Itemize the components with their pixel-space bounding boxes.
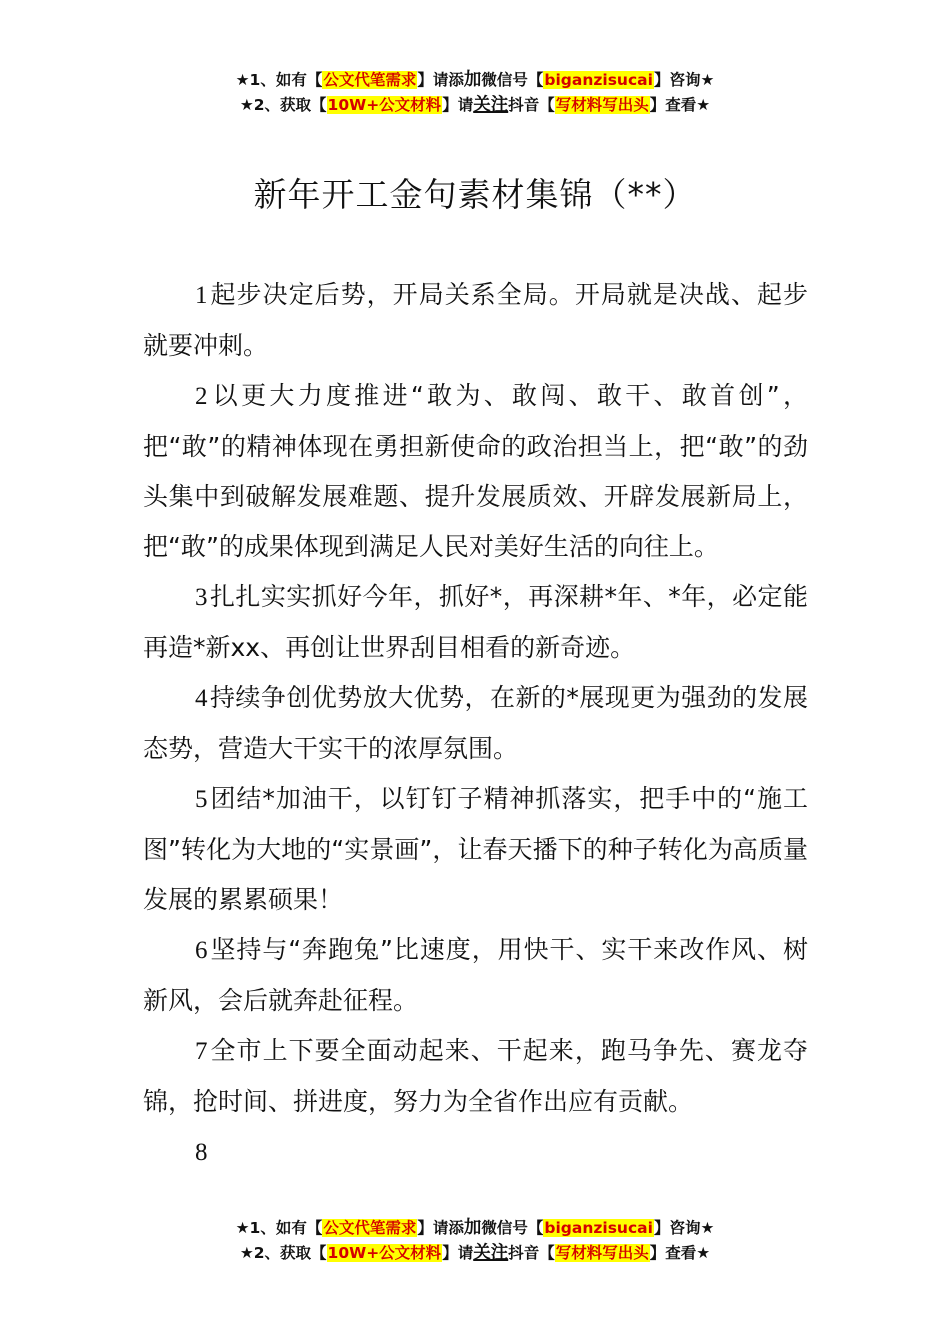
footer-banner [0,1216,950,1266]
document-title: 新年开工金句素材集锦（**） [253,175,697,214]
banner-text: ★2、获取【 [239,96,327,114]
paragraph-text: 起步决定后势，开局关系全局。开局就是决战、起步就要冲刺。 [143,280,808,360]
paragraph-number: 3 [195,584,208,611]
banner-emphasis: 加 [463,70,482,90]
banner-text: ★1、如有【 [235,71,323,89]
paragraph [143,774,808,925]
banner-wechat-id: biganzisucai [544,1219,653,1237]
banner-line-1 [0,68,950,93]
banner-highlight: 公文代笔需求 [323,71,417,89]
paragraph-number: 1 [195,282,208,309]
paragraph-text: 团结*加油干，以钉钉子精神抓落实，把手中的“施工图”转化为大地的“实景画”，让春天播下的种子转化为高质量发展的累累硕果！ [143,784,808,914]
paragraph-number: 2 [195,383,208,410]
paragraph-number: 4 [195,685,208,712]
banner-text: 】查看★ [649,1244,711,1262]
paragraph-text: 全市上下要全面动起来、干起来，跑马争先、赛龙夺锦，抢时间、拼进度，努力为全省作出应有贡献。 [143,1036,808,1116]
paragraph [143,1127,808,1178]
banner-douyin-account: 写材料写出头 [555,1244,649,1262]
paragraph [143,371,808,572]
banner-wechat-id: biganzisucai [544,71,653,89]
banner-text: 微信号【 [481,1219,544,1237]
banner-highlight: 10W+公文材料 [327,1244,442,1262]
banner-text: ★2、获取【 [239,1244,327,1262]
banner-text: 】查看★ [649,96,711,114]
paragraph-text: 扎扎实实抓好今年，抓好*，再深耕*年、*年，必定能再造*新xx、再创让世界刮目相看的新奇迹。 [143,582,808,662]
banner-text: 】咨询★ [653,71,715,89]
header-banner [0,68,950,118]
document-body [143,270,808,1178]
banner-text: 抖音【 [508,1244,555,1262]
banner-douyin-account: 写材料写出头 [555,96,649,114]
paragraph [143,925,808,1026]
banner-text: 微信号【 [481,71,544,89]
banner-line-1 [0,1216,950,1241]
banner-highlight: 10W+公文材料 [327,96,442,114]
paragraph-text: 以更大力度推进“敢为、敢闯、敢干、敢首创”，把“敢”的精神体现在勇担新使命的政治担当上，把“敢”的劲头集中到破解发展难题、提升发展质效、开辟发展新局上，把“敢”的成果体现到满足人民对美好生活的向往上。 [143,381,808,561]
banner-text: 】请添 [417,71,464,89]
paragraph-text: 坚持与“奔跑兔”比速度，用快干、实干来改作风、树新风，会后就奔赴征程。 [143,935,808,1015]
banner-line-2 [0,1241,950,1266]
banner-text: 】请添 [417,1219,464,1237]
banner-text: 】咨询★ [653,1219,715,1237]
banner-text: 】请 [442,1244,474,1262]
banner-emphasis: 关注 [473,1243,509,1263]
paragraph-text: 持续争创优势放大优势，在新的*展现更为强劲的发展态势，营造大干实干的浓厚氛围。 [143,683,808,763]
banner-line-2 [0,93,950,118]
paragraph [143,673,808,774]
banner-emphasis: 关注 [473,95,509,115]
banner-text: 抖音【 [508,96,555,114]
banner-text: 】请 [442,96,474,114]
paragraph-number: 6 [195,937,208,964]
paragraph-number: 5 [195,786,208,813]
paragraph [143,572,808,673]
banner-emphasis: 加 [463,1218,482,1238]
paragraph [143,270,808,371]
paragraph [143,1026,808,1127]
paragraph-number: 7 [195,1038,208,1065]
banner-highlight: 公文代笔需求 [323,1219,417,1237]
banner-text: ★1、如有【 [235,1219,323,1237]
paragraph-number: 8 [195,1139,208,1166]
